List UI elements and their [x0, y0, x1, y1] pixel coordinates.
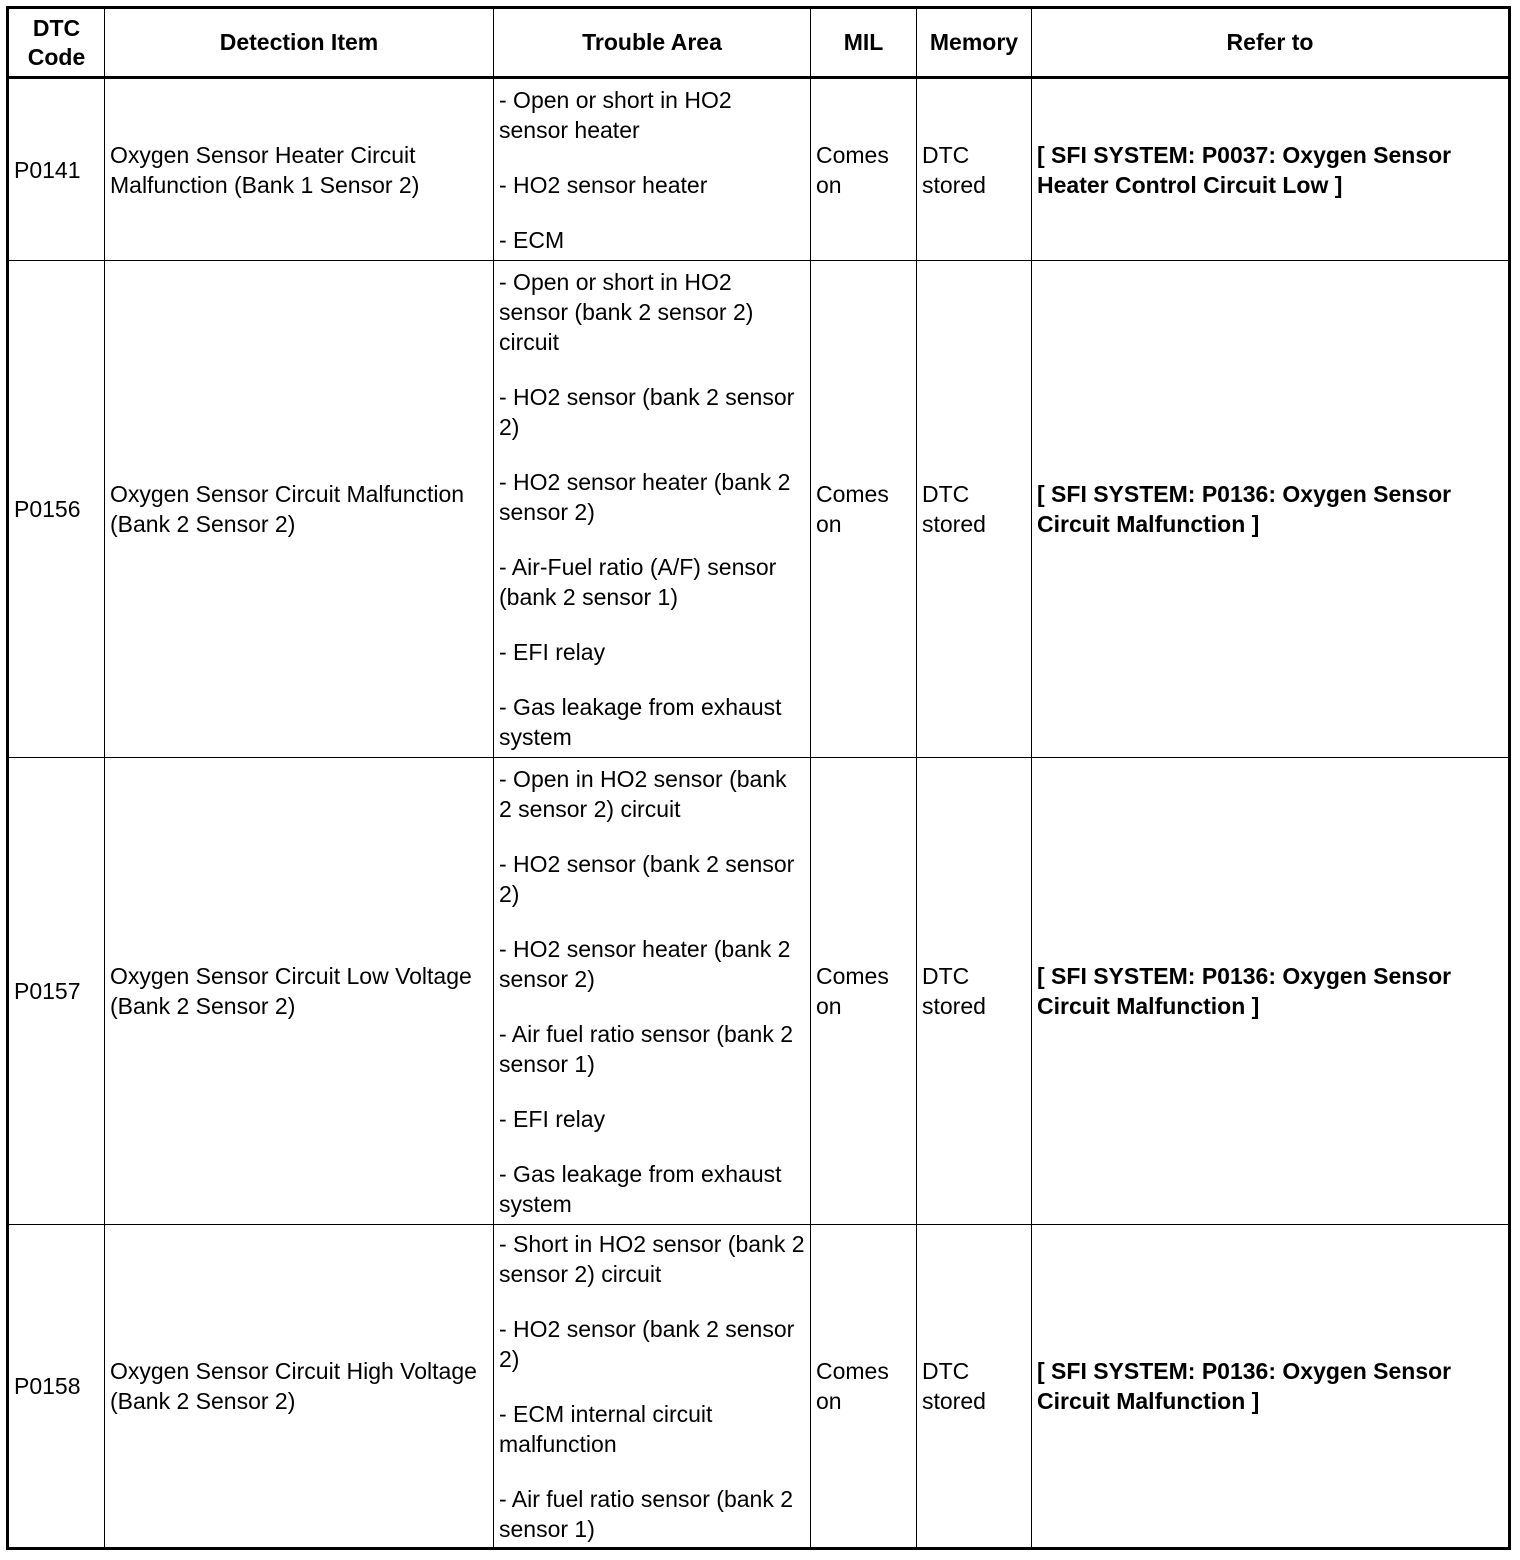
refer-to: [ SFI SYSTEM: P0136: Oxygen Sensor Circuit Malfunction ]: [1032, 261, 1510, 758]
detection-item: Oxygen Sensor Circuit High Voltage (Bank 2 Sensor 2): [105, 1225, 494, 1549]
mil-status: Comes on: [811, 758, 917, 1225]
header-dtc-code-line1: DTC: [32, 14, 81, 41]
detection-item: Oxygen Sensor Heater Circuit Malfunction (Bank 1 Sensor 2): [105, 78, 494, 261]
trouble-item: - HO2 sensor (bank 2 sensor 2): [499, 383, 795, 440]
trouble-list: [499, 267, 805, 752]
memory-status: DTC stored: [917, 1225, 1032, 1549]
trouble-area: [494, 78, 811, 261]
trouble-item: - ECM internal circuit malfunction: [499, 1400, 713, 1457]
trouble-item: - Air fuel ratio sensor (bank 2 sensor 1): [499, 1485, 794, 1542]
trouble-item: - Open or short in HO2 sensor heater: [499, 86, 732, 143]
refer-to: [ SFI SYSTEM: P0136: Oxygen Sensor Circuit Malfunction ]: [1032, 1225, 1510, 1549]
trouble-item: - EFI relay: [499, 638, 606, 665]
detection-item: Oxygen Sensor Circuit Low Voltage (Bank 2 Sensor 2): [105, 758, 494, 1225]
table-row: [8, 758, 1510, 1225]
trouble-item: - HO2 sensor (bank 2 sensor 2): [499, 850, 795, 907]
header-mil: MIL: [811, 8, 917, 78]
refer-to: [ SFI SYSTEM: P0037: Oxygen Sensor Heater Control Circuit Low ]: [1032, 78, 1510, 261]
trouble-area: [494, 758, 811, 1225]
trouble-area: [494, 1225, 811, 1549]
trouble-area: [494, 261, 811, 758]
detection-item: Oxygen Sensor Circuit Malfunction (Bank 2 Sensor 2): [105, 261, 494, 758]
trouble-item: - HO2 sensor heater (bank 2 sensor 2): [499, 935, 791, 992]
table-row: [8, 261, 1510, 758]
header-dtc-code: [8, 8, 105, 78]
trouble-item: - HO2 sensor heater (bank 2 sensor 2): [499, 468, 791, 525]
table-row: [8, 78, 1510, 261]
trouble-list: [499, 85, 805, 255]
trouble-item: - Air fuel ratio sensor (bank 2 sensor 1): [499, 1020, 794, 1077]
mil-status: Comes on: [811, 261, 917, 758]
mil-status: Comes on: [811, 78, 917, 261]
trouble-item: - Open in HO2 sensor (bank 2 sensor 2) circuit: [499, 765, 787, 822]
dtc-table: [6, 6, 1511, 1550]
trouble-item: - Gas leakage from exhaust system: [499, 693, 782, 750]
dtc-code: P0156: [8, 261, 105, 758]
header-memory: Memory: [917, 8, 1032, 78]
header-trouble-area: Trouble Area: [494, 8, 811, 78]
trouble-item: - Open or short in HO2 sensor (bank 2 sensor 2) circuit: [499, 268, 754, 355]
trouble-item: - HO2 sensor heater: [499, 171, 708, 198]
mil-status: Comes on: [811, 1225, 917, 1549]
refer-to: [ SFI SYSTEM: P0136: Oxygen Sensor Circuit Malfunction ]: [1032, 758, 1510, 1225]
dtc-code: P0158: [8, 1225, 105, 1549]
header-dtc-code-line2: Code: [27, 43, 86, 70]
header-row: [8, 8, 1510, 78]
memory-status: DTC stored: [917, 758, 1032, 1225]
trouble-item: - EFI relay: [499, 1105, 606, 1132]
header-refer-to: Refer to: [1032, 8, 1510, 78]
trouble-item: - Short in HO2 sensor (bank 2 sensor 2) circuit: [499, 1230, 805, 1287]
trouble-item: - HO2 sensor (bank 2 sensor 2): [499, 1315, 795, 1372]
trouble-item: - Gas leakage from exhaust system: [499, 1160, 782, 1217]
trouble-list: [499, 1229, 805, 1544]
trouble-item: - ECM: [499, 226, 565, 253]
memory-status: DTC stored: [917, 78, 1032, 261]
dtc-code: P0141: [8, 78, 105, 261]
trouble-item: - Air-Fuel ratio (A/F) sensor (bank 2 sensor 1): [499, 553, 777, 610]
dtc-code: P0157: [8, 758, 105, 1225]
header-detection-item: Detection Item: [105, 8, 494, 78]
memory-status: DTC stored: [917, 261, 1032, 758]
table-row: [8, 1225, 1510, 1549]
trouble-list: [499, 764, 805, 1219]
